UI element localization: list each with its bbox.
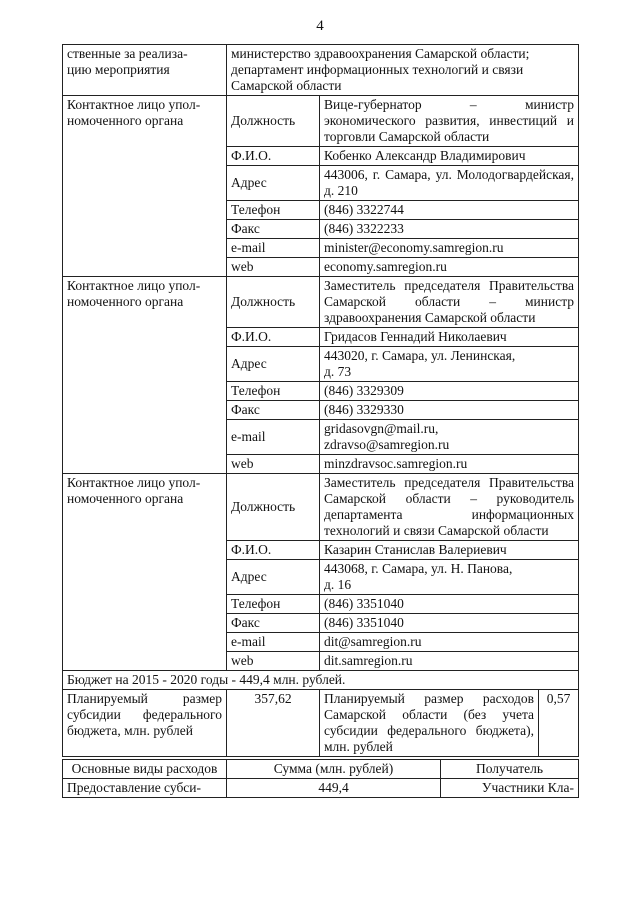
- contact-field-value: economy.samregion.ru: [320, 258, 579, 277]
- contact-field-label: Адрес: [227, 560, 320, 595]
- contact-field-label: Адрес: [227, 166, 320, 201]
- expenses-header-type: Основные виды расходов: [63, 760, 227, 779]
- contact-field-value: Заместитель председателя Правительства Самарской области – руководитель департамента информационных технологий и связи Самарской области: [320, 474, 579, 541]
- contact-field-label: Ф.И.О.: [227, 328, 320, 347]
- contact-field-label: e-mail: [227, 420, 320, 455]
- contact-field-value: gridasovgn@mail.ru, zdravso@samregion.ru: [320, 420, 579, 455]
- contact-field-value: 443020, г. Самара, ул. Ленинская, д. 73: [320, 347, 579, 382]
- passport-table: [62, 44, 579, 671]
- contact-field-value: Вице-губернатор – министр экономического развития, инвестиций и торговли Самарской области: [320, 96, 579, 147]
- expense-recipient: Участники Кла-: [441, 779, 579, 798]
- regional-expense-label: Планируемый размер расходов Самарской области (без учета субсидии федерального бюджета), млн. рублей: [320, 690, 539, 757]
- responsible-label: ственные за реализа- цию мероприятия: [63, 45, 227, 96]
- contact-field-value: (846) 3322233: [320, 220, 579, 239]
- contact-field-label: Факс: [227, 401, 320, 420]
- page-number: 4: [316, 18, 324, 34]
- contact-field-value: 443068, г. Самара, ул. Н. Панова, д. 16: [320, 560, 579, 595]
- federal-subsidy-value: 357,62: [227, 690, 320, 757]
- contact-field-value: Кобенко Александр Владимирович: [320, 147, 579, 166]
- contact-field-label: Телефон: [227, 382, 320, 401]
- contact-field-value: Заместитель председателя Правительства Самарской области – министр здравоохранения Самарской области: [320, 277, 579, 328]
- contact-field-label: Факс: [227, 220, 320, 239]
- contact-field-value: minister@economy.samregion.ru: [320, 239, 579, 258]
- contact-field-value: (846) 3351040: [320, 614, 579, 633]
- responsible-row: [63, 45, 579, 96]
- contact-field-value: (846) 3329330: [320, 401, 579, 420]
- contact-field-value: Гридасов Геннадий Николаевич: [320, 328, 579, 347]
- contact-field-label: Должность: [227, 277, 320, 328]
- federal-subsidy-label: Планируемый размер субсидии федерального бюджета, млн. рублей: [63, 690, 227, 757]
- expenses-row: [63, 779, 579, 798]
- contact-field-label: web: [227, 455, 320, 474]
- budget-total: Бюджет на 2015 - 2020 годы - 449,4 млн. рублей.: [63, 671, 579, 690]
- contact-field-value: dit@samregion.ru: [320, 633, 579, 652]
- contact-field-label: Адрес: [227, 347, 320, 382]
- expenses-header-row: [63, 760, 579, 779]
- contact-section-label: Контактное лицо упол- номоченного органа: [63, 277, 227, 474]
- expenses-table: [62, 759, 579, 798]
- contact-field-label: Должность: [227, 96, 320, 147]
- contact-field-label: e-mail: [227, 633, 320, 652]
- budget-table: [62, 670, 579, 757]
- expense-type: Предоставление субси-: [63, 779, 227, 798]
- contact-field-value: 443006, г. Самара, ул. Молодогвардейская, д. 210: [320, 166, 579, 201]
- regional-expense-value: 0,57: [539, 690, 579, 757]
- contact-field-row: [63, 277, 579, 328]
- contact-field-label: Телефон: [227, 201, 320, 220]
- expense-sum: 449,4: [227, 779, 441, 798]
- contact-field-label: Ф.И.О.: [227, 541, 320, 560]
- contact-field-row: [63, 474, 579, 541]
- contact-field-label: web: [227, 258, 320, 277]
- contact-field-label: Должность: [227, 474, 320, 541]
- contact-field-value: dit.samregion.ru: [320, 652, 579, 671]
- expenses-header-recipient: Получатель: [441, 760, 579, 779]
- contact-field-value: (846) 3329309: [320, 382, 579, 401]
- responsible-value: министерство здравоохранения Самарской области; департамент информационных технологий и связи Самарской области: [227, 45, 579, 96]
- expenses-header-sum: Сумма (млн. рублей): [227, 760, 441, 779]
- contact-section-label: Контактное лицо упол- номоченного органа: [63, 474, 227, 671]
- contact-field-row: [63, 96, 579, 147]
- contact-section-label: Контактное лицо упол- номоченного органа: [63, 96, 227, 277]
- contact-field-label: Телефон: [227, 595, 320, 614]
- contact-field-value: (846) 3322744: [320, 201, 579, 220]
- contact-field-label: Факс: [227, 614, 320, 633]
- contact-field-label: Ф.И.О.: [227, 147, 320, 166]
- contact-field-label: web: [227, 652, 320, 671]
- contact-field-value: Казарин Станислав Валериевич: [320, 541, 579, 560]
- contact-field-value: minzdravsoc.samregion.ru: [320, 455, 579, 474]
- contact-field-label: e-mail: [227, 239, 320, 258]
- contact-field-value: (846) 3351040: [320, 595, 579, 614]
